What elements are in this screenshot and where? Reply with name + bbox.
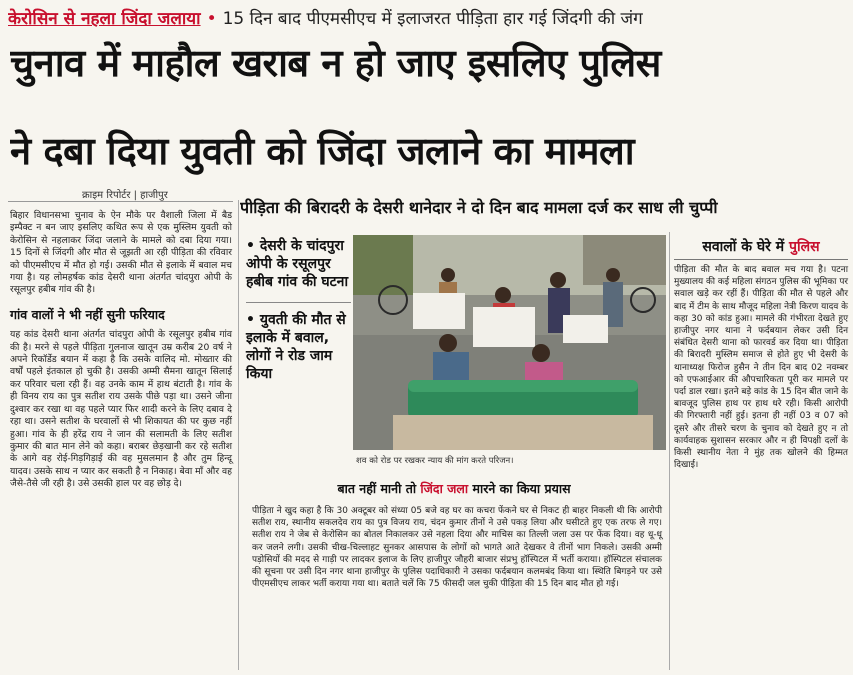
section-heading-before: बात नहीं मानी तो	[337, 481, 421, 496]
callout-location: • देसरी के चांदपुरा ओपी के रसूलपुर हबीब गांव की घटना	[246, 238, 349, 291]
callout-box	[246, 237, 351, 383]
sidebar-title-before: सवालों के घेरे में	[702, 239, 790, 255]
news-photo	[353, 235, 666, 450]
byline-divider	[8, 201, 233, 202]
strapline-red-text: केरोसिन से नहला जिंदा जलाया	[8, 9, 201, 29]
section-heading-after: मारने का किया प्रयास	[468, 481, 571, 496]
headline-line-2: ने दबा दिया युवती को जिंदा जलाने का मामला	[10, 129, 635, 173]
left-column	[10, 210, 232, 491]
left-paragraph-2: यह कांड देसरी थाना अंतर्गत चांदपुरा ओपी के रसूलपुर हबीब गांव की है। मरने से पहले पीड़िता गुलनाज खातून उम्र करीब 20 वर्ष ने अपने रिकॉर्डेड बयान में कहा है कि उसके वालिद मो. मोख्तार की वर्षों पहले इंतकाल हो चुकी है। उसकी अम्मी सैमना खातून सिलाई कर परिवार चला रही हैं। वह उनके काम में हाथ बंटाती है। गांव के ही विनय राय का पुत्र सतीश राय उसके पीछे पड़ा था। उसने जीना दुश्वार कर रखा था वह पहले प्यार फिर शादी करने के लिए दबाव दे रहा था। उसने सतीश के घरवालों से भी शिकायत की पर कुछ नहीं हुआ। गांव के ही हरेंद्र राय ने जान की सलामती के लिए सतीश कुमार की बात मान लेने को कहा। बराबर छेड़खानी कर रहे सतीश के आगे वह रोई-गिड़गिड़ाई की वह मुसलमान है और तुम हिन्दू यादव। उसके साथ न प्यार कर सकती है न निकाह। बेवा माँ और वह जैसे-तैसे जी रही है। उसे उसकी हाल पर वह छोड़ दे।	[10, 329, 232, 490]
section-heading-red: जिंदा जला	[420, 481, 469, 496]
strapline-rest-text: 15 दिन बाद पीएमसीएच में इलाजरत पीड़िता हार गई जिंदगी की जंग	[222, 9, 643, 29]
subheadline: पीड़िता की बिरादरी के देसरी थानेदार ने दो दिन बाद मामला दर्ज कर साध ली चुप्पी	[240, 198, 718, 217]
strapline	[8, 4, 848, 34]
byline: क्राइम रिपोर्टर | हाजीपुर	[82, 190, 168, 201]
column-divider-right	[669, 232, 670, 670]
callout-protest: • युवती की मौत से इलाके में बवाल, लोगों ने रोड जाम किया	[246, 302, 351, 384]
sidebar-divider	[674, 259, 848, 260]
sidebar-title	[674, 237, 848, 256]
photo-caption: शव को रोड पर रखकर न्याय की मांग करते परिजन।	[356, 456, 514, 466]
sidebar-title-red: पुलिस	[789, 239, 820, 255]
left-column-heading: गांव वालों ने भी नहीं सुनी फरियाद	[10, 306, 165, 322]
section-heading	[244, 480, 664, 497]
headline-line-1: चुनाव में माहौल खराब न हो जाए इसलिए पुलिस	[10, 41, 661, 85]
left-paragraph-1: बिहार विधानसभा चुनाव के ऐन मौके पर वैशाली जिला में बैड इम्पैक्ट न बन जाए इसलिए कथित रूप से एक मुस्लिम युवती को केरोसिन से नहलाकर जिंदा जलाने के मामले को दबा दिया गया। 15 दिनों से जिंदगी और मौत से जूझती आ रही पीड़िता की रविवार को पीएमसीएच में मौत हो गई। उसकी मौत से इलाके में बवाल मच गया है। यह लोमहर्षक कांड देसरी थाना अंतर्गत चांदपुरा ओपी के रसूलपुर हबीब गांव की है।	[10, 210, 232, 296]
column-divider-left	[238, 200, 239, 670]
sidebar-box	[674, 237, 848, 471]
strapline-bullet: •	[206, 9, 217, 29]
sidebar-body: पीड़िता की मौत के बाद बवाल मच गया है। पटना मुख्यालय की कई महिला संगठन पुलिस की भूमिका पर सवाल खड़े कर रहीं हैं। पीड़िता की मौत से पहले और बाद में टीम के साथ मौजूद महिला नेत्री किरण यादव के कहा 30 को कांड हुआ। मामले की गंभीरता देखते हुए हाजीपुर नगर थाना ने फर्दबयान लेकर उसी दिन संबंधित देसरी थाना को फारवर्ड कर दिया था। पीड़िता की बिरादरी मुस्लिम समाज से होते हुए भी देसरी के थानाध्यक्ष फिरोज हुसैन ने तीन दिन बाद 02 नवम्बर को एफआईआर की औपचारिकता पूरी कर मामले पर पर्दा डाल रखा। इतने बड़े कांड के 15 दिन बीत जाने के बावजूद पुलिस हाथ पर हाथ धरे रही। किसी आरोपी की गिरफ्तारी नहीं हुई। इतना ही नहीं 03 व 07 को दूसरे और तीसरे चरण के चुनाव को देखते हुए न तो कार्यवाहक सुशासन सरकार और न ही विपक्षी दलों के किसी स्थानीय नेता ने मुंह तक खोलने की हिम्मत दिखाई।	[674, 265, 848, 471]
section-body: पीड़िता ने खुद कहा है कि 30 अक्टूबर को संध्या 05 बजे वह घर का कचरा फेंकने घर से निकट ही बाहर निकली थी कि आरोपी सतीश राय, स्थानीय सकलदेव राय का पुत्र विजय राय, चंदन कुमार तीनों ने उसे पकड़ लिया और घसीटते हुए एक तरफ ले गए। सतीश राय ने जेब से केरोसिन का बोतल निकालकर उसे नहला दिया और माचिस का तिल्ली जला उस पर फेंक दिया। वह धू-धू कर जलने लगी। उसकी चीख-चिल्लाहट सुनकर आसपास के लोगों को भागते आते देखकर वे तीनों भाग निकले। उसकी अम्मी पड़ोसियों की मदद से गाड़ी पर लादकर इलाज के लिए हाजीपुर जौहरी बाजार संप्रभु हॉस्पिटल में भर्ती कराया। हॉस्पिटल संचालक की सूचना पर उसी दिन नगर थाना हाजीपुर के पुलिस पदाधिकारी ने उसका फर्दबयान कलमबंद किया था। स्थिति बिगड़ने पर उसे पीएमसीएच लाकर भर्ती कराया गया था। बताते चलें कि 75 फीसदी जल चुकी पीड़िता की 15 दिन बाद मौत हो गई।	[252, 506, 662, 590]
protest-photo-illustration	[353, 235, 666, 450]
